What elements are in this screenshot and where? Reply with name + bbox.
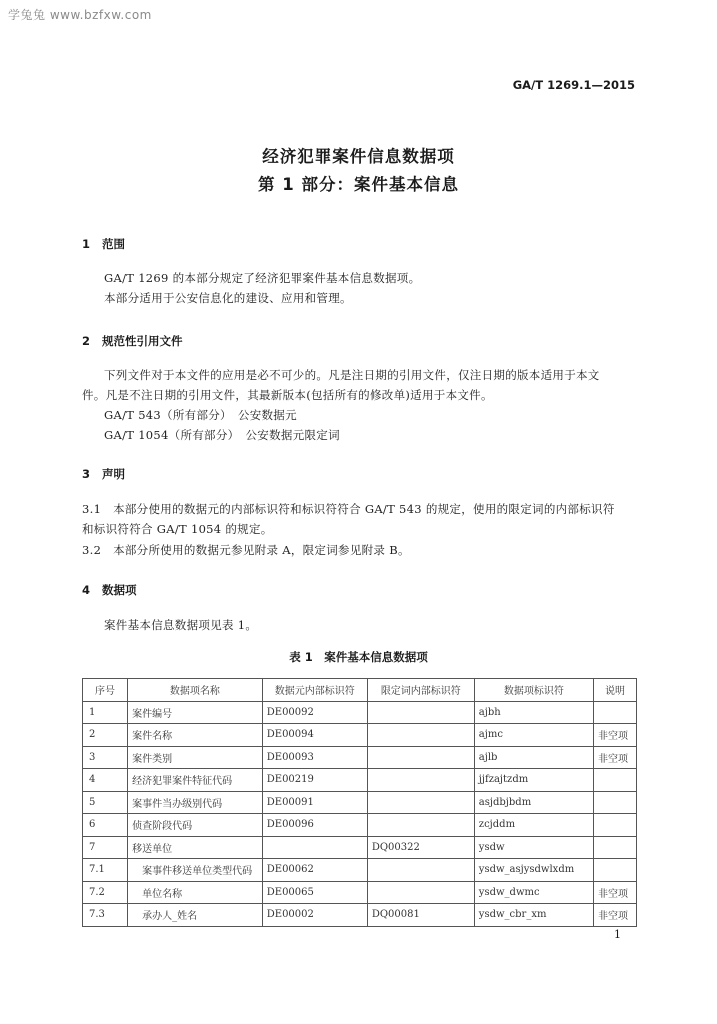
clause-text: 本部分使用的数据元的内部标识符和标识符符合 GA/T 543 的规定，使用的限定词的内部标识符 <box>113 502 615 516</box>
table-cell: 7.1 <box>83 859 128 882</box>
table-cell: 案事件移送单位类型代码 <box>128 859 263 882</box>
table-cell <box>593 769 636 792</box>
clause-3-2 <box>82 539 410 561</box>
table-row <box>83 701 637 724</box>
table-cell: DE00094 <box>262 724 367 747</box>
standard-code: GA/T 1269.1—2015 <box>512 78 635 92</box>
table-cell <box>593 791 636 814</box>
clause-number: 3.1 <box>82 502 102 516</box>
document-subtitle: 第 1 部分：案件基本信息 <box>258 175 459 194</box>
table-cell: 非空项 <box>593 724 636 747</box>
table-cell: 1 <box>83 701 128 724</box>
table-cell: ysdw_cbr_xm <box>474 904 593 927</box>
table-row <box>83 881 637 904</box>
table-cell: DE00065 <box>262 881 367 904</box>
table-cell: DE00092 <box>262 701 367 724</box>
table-cell: 2 <box>83 724 128 747</box>
table-cell: DQ00322 <box>367 836 474 859</box>
section-title: 数据项 <box>102 583 137 597</box>
table-row <box>83 769 637 792</box>
table-cell <box>593 814 636 837</box>
section-title: 规范性引用文件 <box>102 334 183 348</box>
table-cell: ajbh <box>474 701 593 724</box>
table-cell: 7.3 <box>83 904 128 927</box>
table-cell <box>367 746 474 769</box>
section-title: 范围 <box>102 237 125 251</box>
section-4-heading <box>82 582 137 598</box>
clause-3-1-line-2: 和标识符符合 GA/T 1054 的规定。 <box>82 522 273 536</box>
section-number: 1 <box>82 237 91 251</box>
section-number: 3 <box>82 467 91 481</box>
table-cell: 4 <box>83 769 128 792</box>
table-cell: ysdw <box>474 836 593 859</box>
table-cell <box>367 701 474 724</box>
watermark: 学兔兔 www.bzfxw.com <box>8 8 152 22</box>
section-1-heading <box>82 236 125 252</box>
table-cell: 移送单位 <box>128 836 263 859</box>
table-row <box>83 814 637 837</box>
table-row <box>83 746 637 769</box>
table-cell <box>367 814 474 837</box>
table-cell: 5 <box>83 791 128 814</box>
table-row <box>83 724 637 747</box>
table-cell <box>262 836 367 859</box>
section-1-para-1: GA/T 1269 的本部分规定了经济犯罪案件基本信息数据项。 <box>104 271 421 285</box>
section-2-para-line-2: 件。凡是不注日期的引用文件，其最新版本(包括所有的修改单)适用于本文件。 <box>82 388 493 402</box>
reference-2: GA/T 1054（所有部分） 公安数据元限定词 <box>104 428 340 442</box>
header-cell: 限定词内部标识符 <box>367 679 474 702</box>
section-number: 2 <box>82 334 91 348</box>
table-caption: 表 1 案件基本信息数据项 <box>289 650 428 664</box>
table-cell <box>367 769 474 792</box>
table-cell: 6 <box>83 814 128 837</box>
table-cell <box>367 881 474 904</box>
table-cell: DE00091 <box>262 791 367 814</box>
clause-number: 3.2 <box>82 543 102 557</box>
table-cell: 案件编号 <box>128 701 263 724</box>
table-cell: 承办人_姓名 <box>128 904 263 927</box>
table-cell: 非空项 <box>593 881 636 904</box>
reference-1: GA/T 543（所有部分） 公安数据元 <box>104 408 297 422</box>
table-cell <box>367 859 474 882</box>
clause-3-1-line-1 <box>82 498 615 520</box>
table-cell <box>593 701 636 724</box>
section-1-para-2: 本部分适用于公安信息化的建设、应用和管理。 <box>104 291 352 305</box>
table-cell: 7 <box>83 836 128 859</box>
section-3-heading <box>82 466 125 482</box>
table-cell <box>367 724 474 747</box>
table-cell: 单位名称 <box>128 881 263 904</box>
table-cell: 案件名称 <box>128 724 263 747</box>
page-number: 1 <box>614 928 621 941</box>
table-cell: 非空项 <box>593 904 636 927</box>
section-title: 声明 <box>102 467 125 481</box>
table-cell: jjfzajtzdm <box>474 769 593 792</box>
table-cell: zcjddm <box>474 814 593 837</box>
table-row <box>83 836 637 859</box>
header-cell: 序号 <box>83 679 128 702</box>
section-2-para-line-1: 下列文件对于本文件的应用是必不可少的。凡是注日期的引用文件，仅注日期的版本适用于本文 <box>104 368 600 382</box>
header-cell: 数据元内部标识符 <box>262 679 367 702</box>
table-cell: ajmc <box>474 724 593 747</box>
table-cell: 3 <box>83 746 128 769</box>
table-cell: 案件类别 <box>128 746 263 769</box>
clause-text: 本部分所使用的数据元参见附录 A，限定词参见附录 B。 <box>113 543 410 557</box>
table-row <box>83 791 637 814</box>
section-4-para: 案件基本信息数据项见表 1。 <box>104 618 258 632</box>
header-cell: 数据项标识符 <box>474 679 593 702</box>
table-cell: DE00062 <box>262 859 367 882</box>
table-header-row <box>83 679 637 702</box>
header-cell: 数据项名称 <box>128 679 263 702</box>
table-cell <box>367 791 474 814</box>
section-2-heading <box>82 333 183 349</box>
table-cell <box>593 836 636 859</box>
table-cell: ajlb <box>474 746 593 769</box>
header-cell: 说明 <box>593 679 636 702</box>
table-cell: DE00093 <box>262 746 367 769</box>
table-cell: DE00096 <box>262 814 367 837</box>
table-cell: 非空项 <box>593 746 636 769</box>
table-cell: asjdbjbdm <box>474 791 593 814</box>
table-cell: 案事件当办级别代码 <box>128 791 263 814</box>
table-cell: DQ00081 <box>367 904 474 927</box>
table-row <box>83 859 637 882</box>
table-cell: 经济犯罪案件特征代码 <box>128 769 263 792</box>
table-cell: 7.2 <box>83 881 128 904</box>
table-cell <box>593 859 636 882</box>
table-row <box>83 904 637 927</box>
table-cell: DE00219 <box>262 769 367 792</box>
table-cell: ysdw_dwmc <box>474 881 593 904</box>
data-items-table <box>82 678 637 927</box>
table-cell: 侦查阶段代码 <box>128 814 263 837</box>
table-cell: ysdw_asjysdwlxdm <box>474 859 593 882</box>
document-title: 经济犯罪案件信息数据项 <box>262 147 455 166</box>
section-number: 4 <box>82 583 91 597</box>
table-cell: DE00002 <box>262 904 367 927</box>
